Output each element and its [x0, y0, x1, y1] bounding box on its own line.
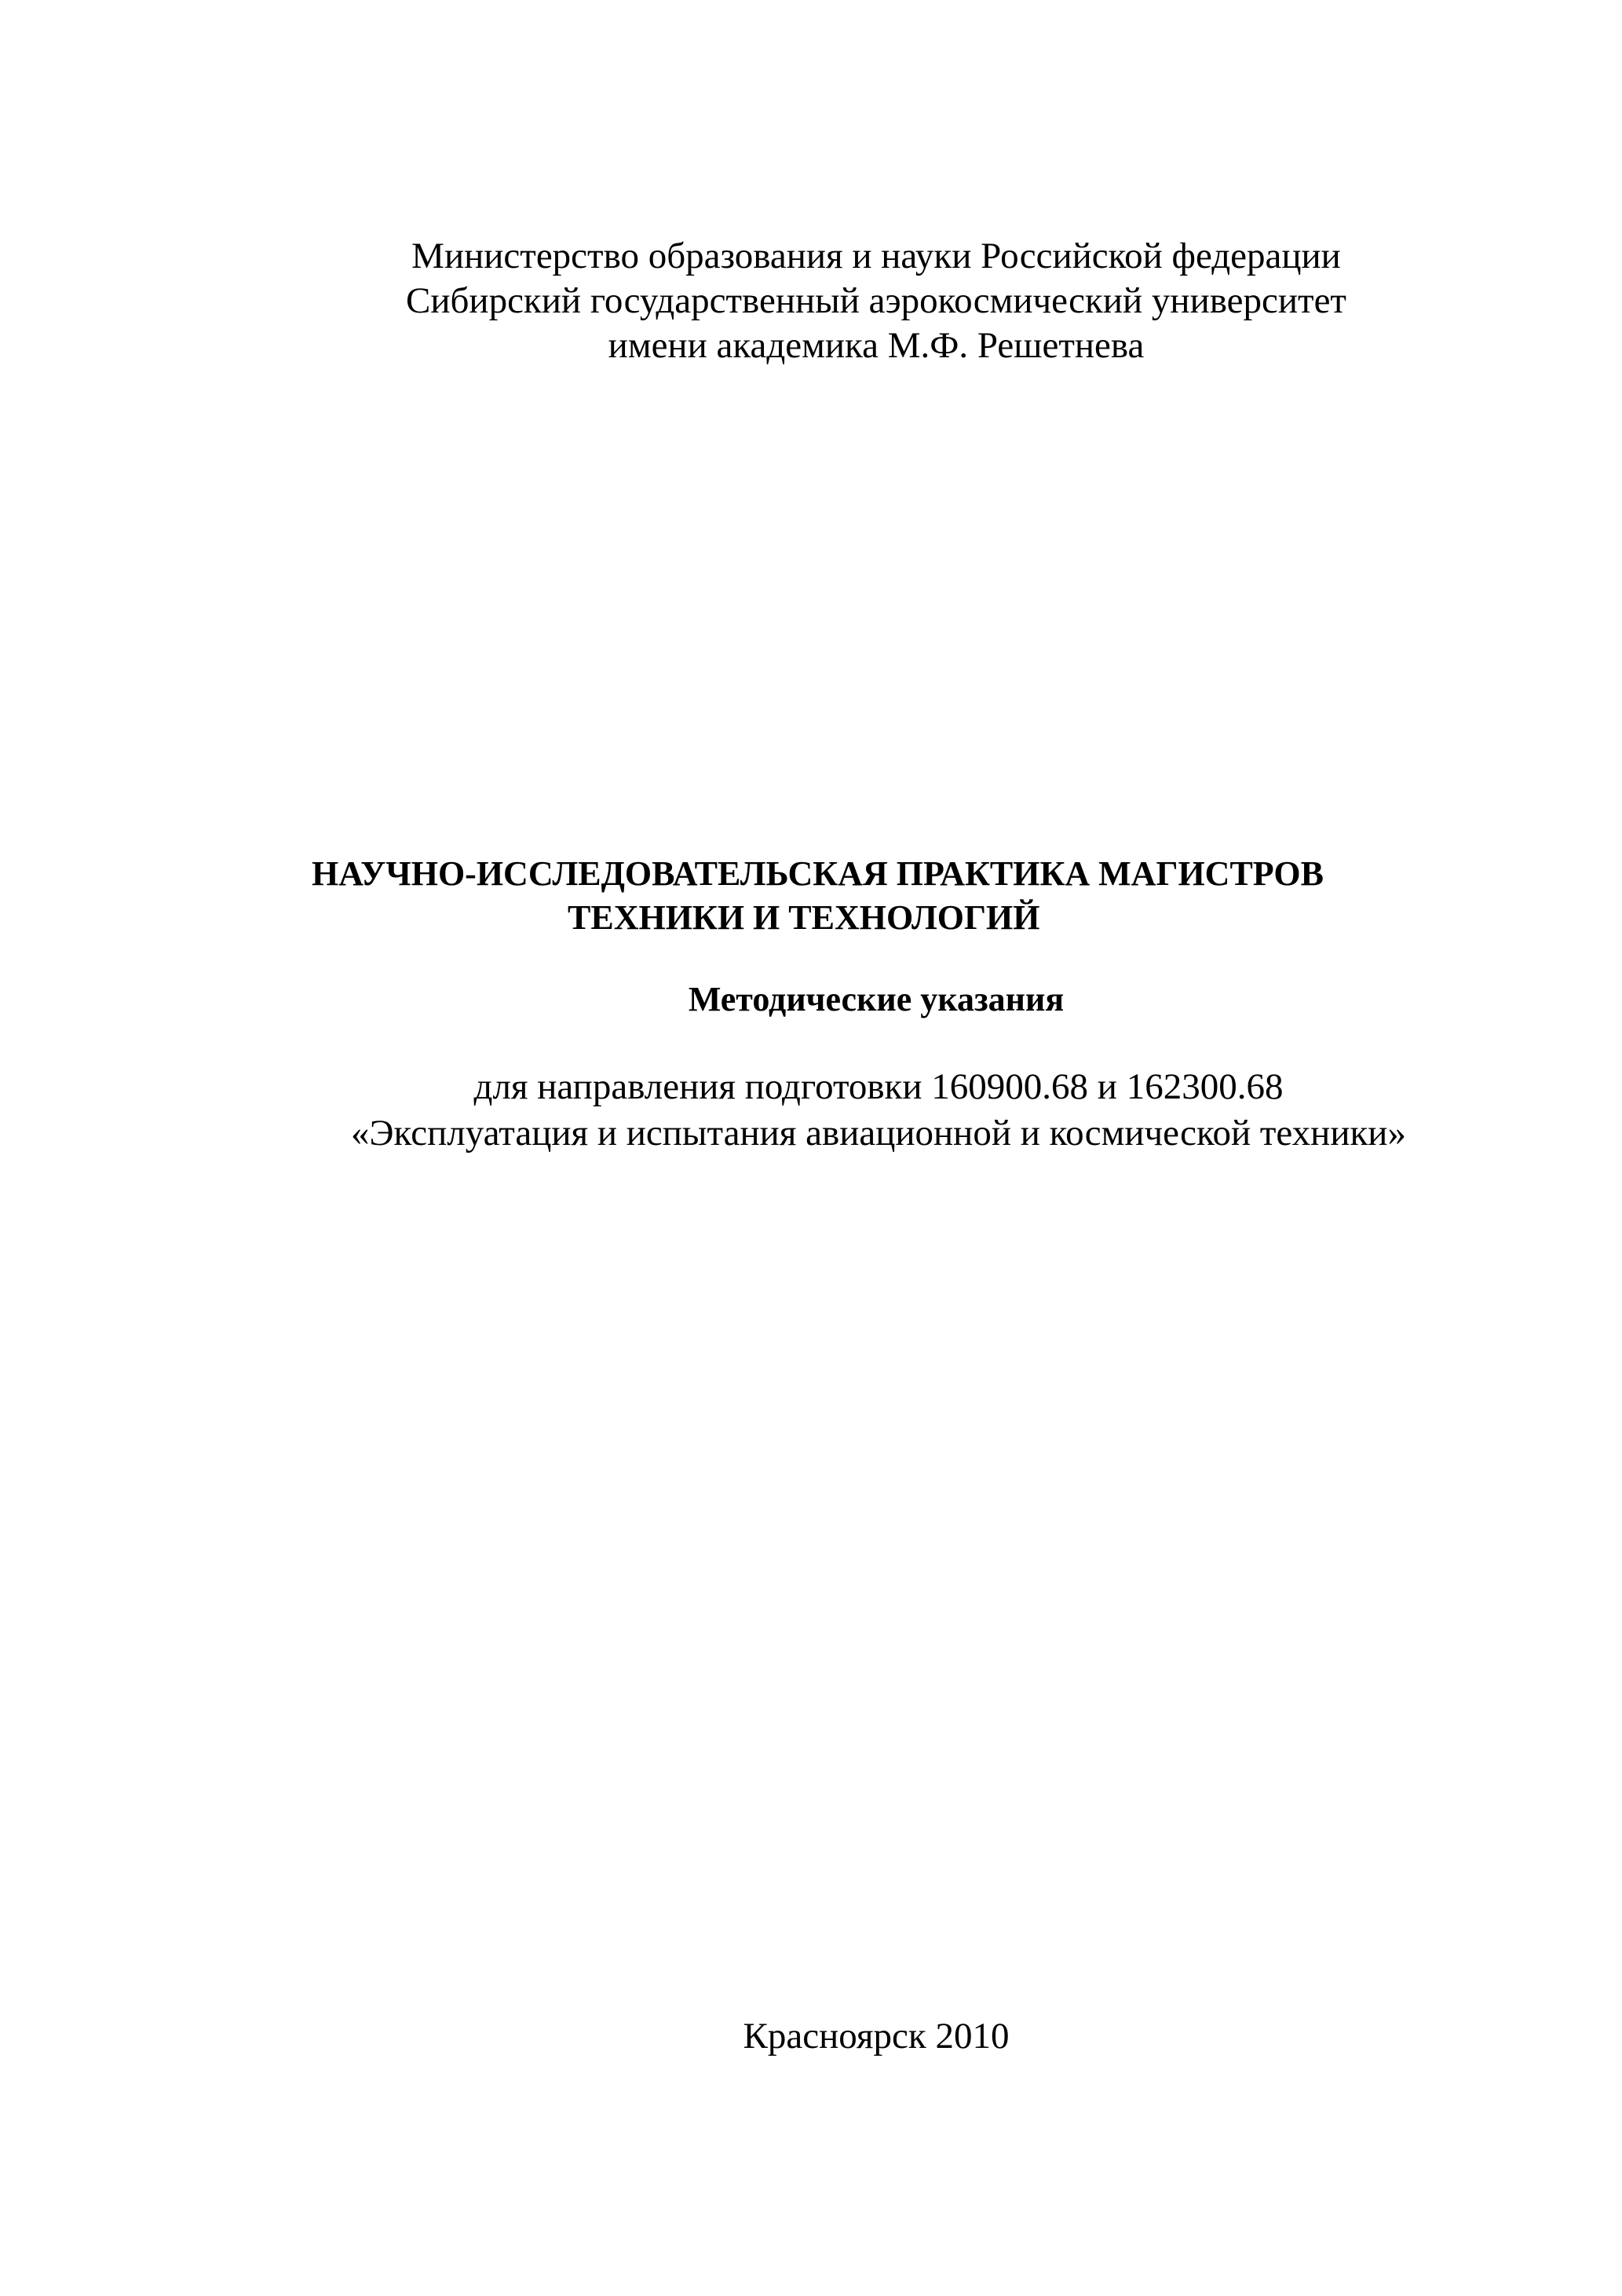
training-direction — [0, 1064, 1622, 1157]
city-year-text: Красноярск 2010 — [743, 2016, 1010, 2057]
subtitle-text: Методические указания — [688, 980, 1065, 1018]
direction-codes-line: для направления подготовки 160900.68 и 162300.68 — [473, 1066, 1284, 1107]
direction-name-line: «Эксплуатация и испытания авиационной и космической техники» — [351, 1113, 1406, 1153]
ministry-header — [0, 234, 1622, 368]
ministry-line: Министерство образования и науки Российской федерации — [411, 236, 1341, 276]
document-subtitle — [0, 978, 1622, 1022]
university-line: Сибирский государственный аэрокосмический университет — [406, 280, 1346, 321]
title-line-1: НАУЧНО-ИССЛЕДОВАТЕЛЬСКАЯ ПРАКТИКА МАГИСТРОВ — [312, 854, 1324, 893]
city-year — [0, 2014, 1622, 2059]
title-line-2: ТЕХНИКИ И ТЕХНОЛОГИЙ — [568, 898, 1040, 937]
university-name-line: имени академика М.Ф. Решетнева — [608, 325, 1145, 366]
